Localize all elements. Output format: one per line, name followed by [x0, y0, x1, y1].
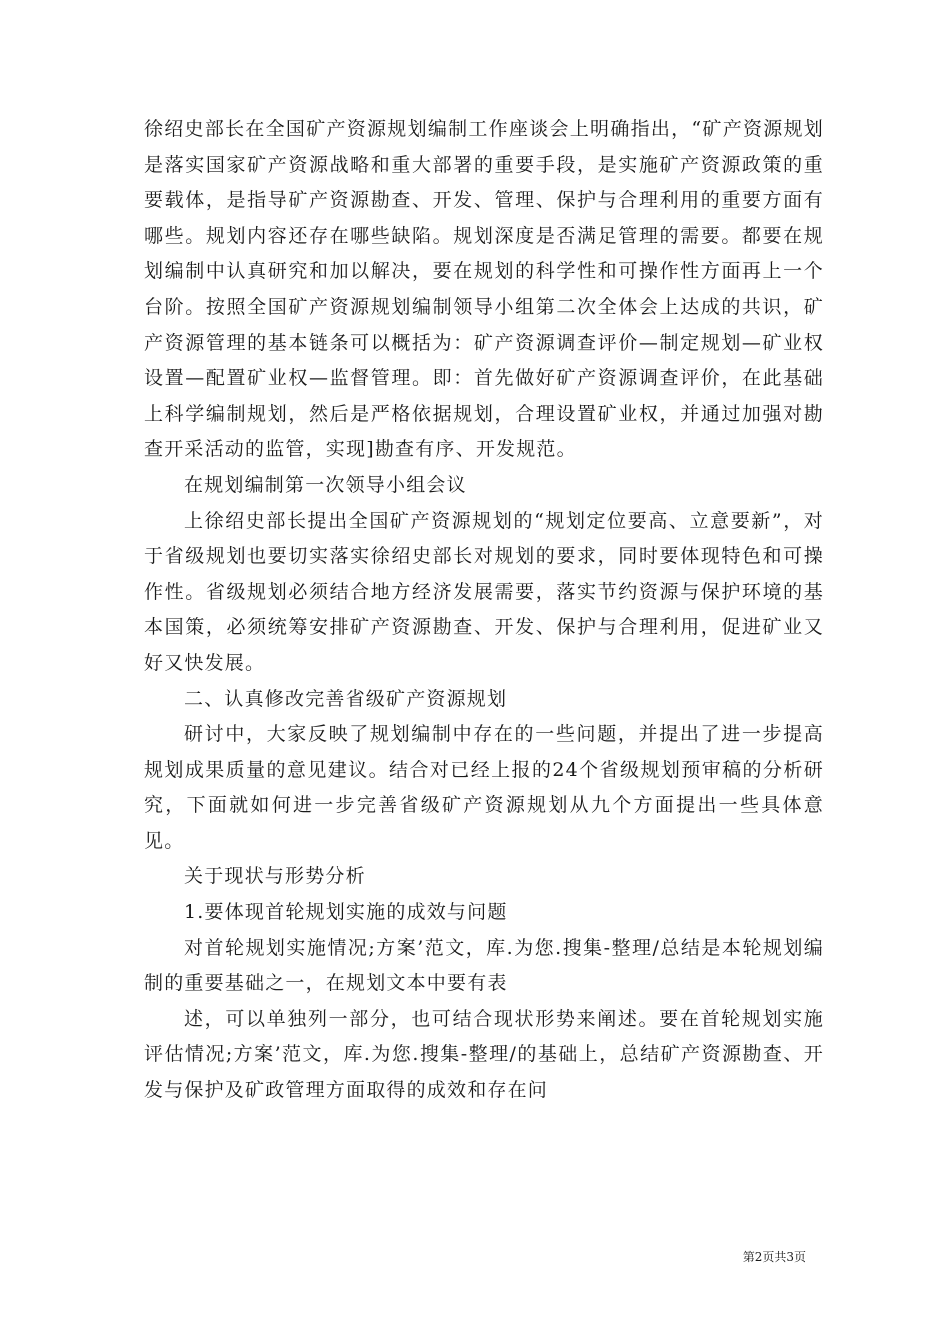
- paragraph-1: 徐绍史部长在全国矿产资源规划编制工作座谈会上明确指出，“矿产资源规划是落实国家矿产资源战略和重大部署的重要手段，是实施矿产资源政策的重要载体，是指导矿产资源勘查、开发、管理、保护与合理利用的重要方面有哪些。规划内容还存在哪些缺陷。规划深度是否满足管理的需要。都要在规划编制中认真研究和加以解决，要在规划的科学性和可操作性方面再上一个台阶。按照全国矿产资源规划编制领导小组第二次全体会上达成的共识，矿产资源管理的基本链条可以概括为：矿产资源调查评价—制定规划—矿业权设置—配置矿业权—监督管理。即：首先做好矿产资源调查评价，在此基础上科学编制规划，然后是严格依据规划，合理设置矿业权，并通过加强对勘查开采活动的监管，实现]勘查有序、开发规范。: [144, 118, 824, 461]
- paragraph-5: 对首轮规划实施情况;方案’范文，库.为您.搜集-整理/总结是本轮规划编制的重要基础之一，在规划文本中要有表: [144, 936, 824, 995]
- numbered-heading-1: 1.要体现首轮规划实施的成效与问题: [184, 901, 508, 924]
- paragraph-3: 上徐绍史部长提出全国矿产资源规划的“规划定位要高、立意要新”，对于省级规划也要切实落实徐绍史部长对规划的要求，同时要体现特色和可操作性。省级规划必须结合地方经济发展需要，落实节约资源与保护环境的基本国策，必须统筹安排矿产资源勘查、开发、保护与合理利用，促进矿业又好又快发展。: [144, 509, 824, 674]
- document-body: [144, 112, 824, 1109]
- paragraph-4: 研讨中，大家反映了规划编制中存在的一些问题，并提出了进一步提高规划成果质量的意见建议。结合对已经上报的24个省级规划预审稿的分析研究，下面就如何进一步完善省级矿产资源规划从九个方面提出一些具体意见。: [144, 723, 824, 852]
- paragraph-2: 在规划编制第一次领导小组会议: [184, 473, 467, 496]
- subsection-heading: 关于现状与形势分析: [184, 865, 366, 888]
- paragraph-6: 述，可以单独列一部分，也可结合现状形势来阐述。要在首轮规划实施评估情况;方案’范文，库.为您.搜集-整理/的基础上，总结矿产资源勘查、开发与保护及矿政管理方面取得的成效和存在问: [144, 1007, 824, 1102]
- page-indicator: 第2页共3页: [742, 1250, 806, 1264]
- section-heading-2: 二、认真修改完善省级矿产资源规划: [184, 687, 508, 710]
